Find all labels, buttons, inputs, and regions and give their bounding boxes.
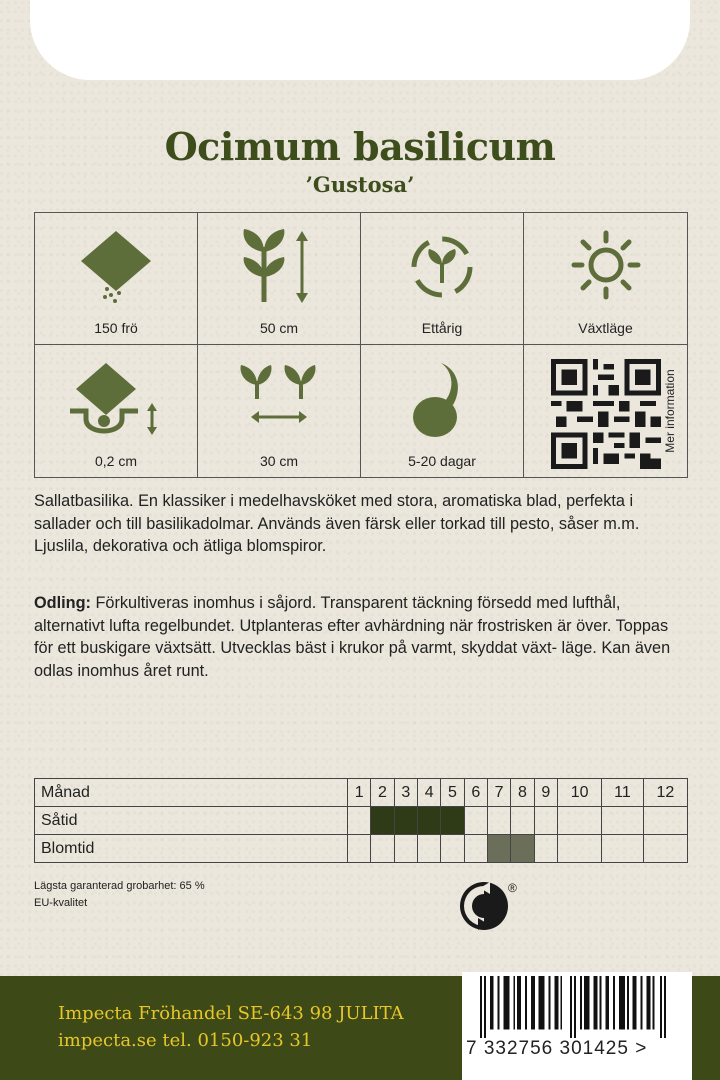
month-cell: 10 — [557, 779, 601, 807]
calendar-cell — [643, 835, 687, 863]
month-cell: 5 — [441, 779, 464, 807]
calendar-cell — [417, 835, 440, 863]
more-info-label-wrap — [663, 351, 681, 471]
calendar-cell — [534, 807, 557, 835]
info-location — [524, 213, 687, 345]
month-cell: 9 — [534, 779, 557, 807]
description-text: Sallatbasilika. En klassiker i medelhavsköket med stora, aromatiska blad, perfekta i sallader och till basilikadolmar. Används även färsk eller torkad till pesto, såser m.m. Ljuslila, dekorativa och ätliga blomspiror. — [34, 492, 640, 555]
calendar-cell — [602, 835, 643, 863]
info-label: 30 cm — [259, 453, 299, 469]
info-spacing — [198, 345, 361, 477]
barcode-number: 7 332756 301425 > — [466, 1038, 648, 1059]
germination-note — [34, 878, 205, 912]
seed-packet-icon — [71, 227, 161, 307]
calendar-cell — [511, 835, 534, 863]
cultivation-text — [34, 592, 690, 682]
calendar-cell — [602, 807, 643, 835]
month-cell: 7 — [487, 779, 510, 807]
hang-hole-cutout — [30, 0, 690, 80]
address-line-1: Impecta Fröhandel SE-643 98 JULITA — [58, 1003, 404, 1024]
info-grid — [34, 212, 688, 478]
calendar-row-label: Såtid — [35, 807, 348, 835]
info-lifecycle — [361, 213, 524, 345]
calendar-cell — [464, 807, 487, 835]
sun-icon — [561, 227, 651, 307]
company-address — [58, 1000, 404, 1054]
barcode-bars — [480, 976, 666, 1038]
calendar-cell — [643, 807, 687, 835]
month-cell: 6 — [464, 779, 487, 807]
calendar-cell — [464, 835, 487, 863]
info-label: Växtläge — [578, 320, 633, 336]
calendar-cell — [371, 807, 394, 835]
info-qr[interactable] — [524, 345, 687, 477]
month-cell: 8 — [511, 779, 534, 807]
calendar-cell — [487, 807, 510, 835]
barcode — [462, 972, 692, 1080]
info-germination — [361, 345, 524, 477]
month-cell: 3 — [394, 779, 417, 807]
calendar-cell — [371, 835, 394, 863]
page-title: Ocimum basilicum — [164, 124, 556, 169]
calendar-cell — [557, 835, 601, 863]
sowing-calendar — [34, 778, 688, 863]
month-cell: 1 — [348, 779, 371, 807]
calendar-cell — [417, 807, 440, 835]
quality-mark: EU-kvalitet — [34, 897, 88, 909]
info-label: 5-20 dagar — [408, 453, 476, 469]
calendar-cell — [441, 835, 464, 863]
calendar-row-label: Blomtid — [35, 835, 348, 863]
svg-text:®: ® — [508, 881, 517, 895]
calendar-row-sowing — [35, 807, 688, 835]
calendar-cell — [394, 807, 417, 835]
calendar-cell — [534, 835, 557, 863]
info-label: 150 frö — [94, 320, 138, 336]
month-cell: 4 — [417, 779, 440, 807]
calendar-row-bloom — [35, 835, 688, 863]
calendar-cell — [441, 807, 464, 835]
calendar-header-label: Månad — [35, 779, 348, 807]
qr-code-icon[interactable] — [551, 359, 661, 469]
sowing-depth-icon — [66, 359, 166, 443]
address-line-2: impecta.se tel. 0150-923 31 — [58, 1030, 313, 1051]
info-height — [198, 213, 361, 345]
month-cell: 11 — [602, 779, 643, 807]
info-label: 0,2 cm — [94, 453, 137, 469]
calendar-cell — [511, 807, 534, 835]
month-cell: 2 — [371, 779, 394, 807]
more-info-label: Mer information — [663, 369, 677, 453]
calendar-cell — [394, 835, 417, 863]
info-label: Ettårig — [421, 320, 463, 336]
plant-height-icon — [234, 227, 324, 307]
calendar-header-row — [35, 779, 688, 807]
calendar-cell — [348, 807, 371, 835]
info-seeds — [35, 213, 198, 345]
cultivation-body: Förkultiveras inomhus i såjord. Transparent täckning försedd med lufthål, alternativt lufta regelbundet. Utplanteras efter avhärdning när frostrisken är över. Toppas för ett buskigare växtsätt. Utvecklas bäst i krukor på varmt, skyddat växt- läge. Kan även odlas inomhus året runt. — [34, 594, 671, 680]
calendar-cell — [348, 835, 371, 863]
month-cell: 12 — [643, 779, 687, 807]
germination-rate: Lägsta garanterad grobarhet: 65 % — [34, 880, 205, 892]
annual-cycle-icon — [397, 227, 487, 307]
green-dot-recycle-icon — [458, 880, 522, 934]
calendar-cell — [487, 835, 510, 863]
plant-spacing-icon — [229, 359, 329, 439]
germination-icon — [397, 359, 487, 443]
cultivation-heading: Odling: — [34, 594, 91, 612]
info-label: 50 cm — [259, 320, 299, 336]
info-depth — [35, 345, 198, 477]
calendar-cell — [557, 807, 601, 835]
variety-name: ’Gustosa’ — [305, 172, 415, 197]
